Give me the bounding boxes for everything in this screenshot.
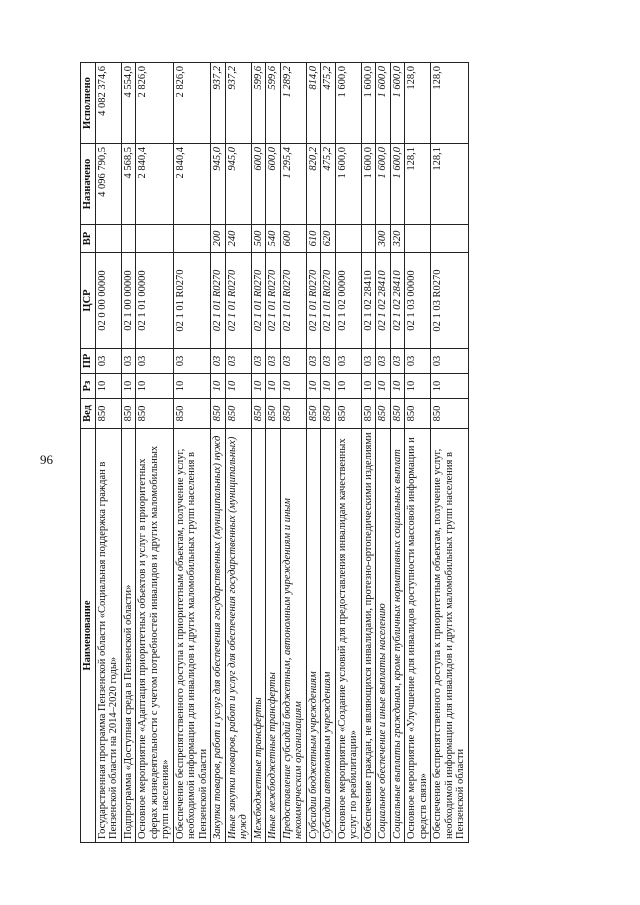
cell-executed: 1 600,0 — [361, 63, 376, 144]
cell-pr: 03 — [335, 349, 361, 374]
cell-name: Субсидии автономным учреждениям — [321, 429, 336, 843]
cell-rz: 10 — [251, 374, 266, 399]
cell-csr: 02 1 03 R0270 — [431, 253, 469, 349]
cell-pr: 03 — [266, 349, 281, 374]
cell-vr — [431, 225, 469, 253]
cell-executed: 2 826,0 — [136, 63, 174, 144]
cell-ved: 850 — [211, 399, 226, 429]
cell-vr: 320 — [390, 225, 405, 253]
cell-executed: 937,2 — [225, 63, 251, 144]
cell-csr: 02 1 00 00000 — [121, 253, 136, 349]
table-row — [280, 63, 306, 843]
cell-csr: 02 1 02 00000 — [335, 253, 361, 349]
cell-rz: 10 — [280, 374, 306, 399]
cell-pr: 03 — [251, 349, 266, 374]
cell-csr: 02 1 01 R0270 — [280, 253, 306, 349]
cell-csr: 02 1 01 R0270 — [251, 253, 266, 349]
table-row — [361, 63, 376, 843]
cell-rz: 10 — [121, 374, 136, 399]
cell-pr: 03 — [280, 349, 306, 374]
cell-name: Основное мероприятие «Улучшение для инвалидов доступности массовой информации и средств связи» — [405, 429, 431, 843]
cell-ved: 850 — [266, 399, 281, 429]
cell-name: Субсидии бюджетным учреждениям — [306, 429, 321, 843]
cell-rz: 10 — [405, 374, 431, 399]
cell-executed: 4 082 374,6 — [95, 63, 121, 144]
table-row — [211, 63, 226, 843]
cell-vr: 500 — [251, 225, 266, 253]
cell-name: Социальные выплаты гражданам, кроме публичных нормативных социальных выплат — [390, 429, 405, 843]
cell-executed: 128,0 — [405, 63, 431, 144]
cell-assigned: 945,0 — [225, 144, 251, 225]
cell-rz: 10 — [266, 374, 281, 399]
cell-csr: 02 1 01 R0270 — [211, 253, 226, 349]
cell-csr: 02 1 01 R0270 — [321, 253, 336, 349]
cell-ved: 850 — [335, 399, 361, 429]
cell-rz: 10 — [431, 374, 469, 399]
cell-assigned: 1 295,4 — [280, 144, 306, 225]
table-body — [95, 63, 468, 843]
cell-executed: 1 289,2 — [280, 63, 306, 144]
cell-pr: 03 — [361, 349, 376, 374]
cell-assigned: 4 096 790,5 — [95, 144, 121, 225]
cell-pr: 03 — [390, 349, 405, 374]
cell-executed: 1 600,0 — [376, 63, 391, 144]
cell-ved: 850 — [251, 399, 266, 429]
cell-executed: 1 600,0 — [390, 63, 405, 144]
budget-table — [80, 62, 469, 843]
table-row — [321, 63, 336, 843]
cell-rz: 10 — [361, 374, 376, 399]
cell-vr — [121, 225, 136, 253]
cell-ved: 850 — [405, 399, 431, 429]
cell-assigned: 1 600,0 — [376, 144, 391, 225]
table-row — [306, 63, 321, 843]
cell-pr: 03 — [225, 349, 251, 374]
cell-name: Предоставление субсидий бюджетным, автономным учреждениям и иным некоммерческим организациям — [280, 429, 306, 843]
cell-ved: 850 — [376, 399, 391, 429]
cell-rz: 10 — [335, 374, 361, 399]
cell-pr: 03 — [173, 349, 211, 374]
table-row — [95, 63, 121, 843]
table-row — [390, 63, 405, 843]
cell-executed: 128,0 — [431, 63, 469, 144]
cell-vr: 300 — [376, 225, 391, 253]
cell-assigned: 600,0 — [251, 144, 266, 225]
cell-ved: 850 — [225, 399, 251, 429]
cell-assigned: 820,2 — [306, 144, 321, 225]
cell-assigned: 2 840,4 — [173, 144, 211, 225]
cell-rz: 10 — [95, 374, 121, 399]
cell-pr: 03 — [121, 349, 136, 374]
cell-csr: 02 1 01 R0270 — [225, 253, 251, 349]
table-row — [431, 63, 469, 843]
cell-vr: 200 — [211, 225, 226, 253]
cell-pr: 03 — [136, 349, 174, 374]
cell-rz: 10 — [390, 374, 405, 399]
cell-csr: 02 1 02 28410 — [390, 253, 405, 349]
cell-assigned: 1 600,0 — [390, 144, 405, 225]
cell-csr: 02 1 01 R0270 — [306, 253, 321, 349]
cell-rz: 10 — [225, 374, 251, 399]
table-row — [376, 63, 391, 843]
cell-name: Межбюджетные трансферты — [251, 429, 266, 843]
cell-csr: 02 0 00 00000 — [95, 253, 121, 349]
cell-rz: 10 — [376, 374, 391, 399]
cell-ved: 850 — [121, 399, 136, 429]
cell-name: Обеспечение беспрепятственного доступа к приоритетным объектам, получение услуг, необходимой информации для инвалидов и других маломобильных групп населения в Пензенской области — [431, 429, 469, 843]
table-row — [335, 63, 361, 843]
cell-vr — [335, 225, 361, 253]
header-csr: ЦСР — [81, 253, 96, 349]
cell-assigned: 475,2 — [321, 144, 336, 225]
cell-assigned: 945,0 — [211, 144, 226, 225]
cell-vr: 610 — [306, 225, 321, 253]
table-row — [225, 63, 251, 843]
cell-assigned: 1 600,0 — [335, 144, 361, 225]
cell-executed: 475,2 — [321, 63, 336, 144]
cell-name: Иные межбюджетные трансферты — [266, 429, 281, 843]
cell-vr — [361, 225, 376, 253]
cell-ved: 850 — [390, 399, 405, 429]
table-row — [251, 63, 266, 843]
cell-assigned: 600,0 — [266, 144, 281, 225]
cell-name: Основное мероприятие «Создание условий для предоставления инвалидам качественных услуг по реабилитации» — [335, 429, 361, 843]
cell-ved: 850 — [173, 399, 211, 429]
cell-rz: 10 — [321, 374, 336, 399]
cell-assigned: 128,1 — [405, 144, 431, 225]
cell-assigned: 2 840,4 — [136, 144, 174, 225]
table-row — [121, 63, 136, 843]
cell-pr: 03 — [376, 349, 391, 374]
cell-vr: 620 — [321, 225, 336, 253]
table-row — [266, 63, 281, 843]
cell-csr: 02 1 01 R0270 — [173, 253, 211, 349]
page-number: 96 — [40, 452, 53, 467]
cell-assigned: 128,1 — [431, 144, 469, 225]
header-vr: ВР — [81, 225, 96, 253]
cell-name: Подпрограмма «Доступная среда в Пензенской области» — [121, 429, 136, 843]
cell-vr — [136, 225, 174, 253]
cell-name: Иные закупки товаров, работ и услуг для обеспечения государственных (муниципальных) нужд — [225, 429, 251, 843]
cell-executed: 814,0 — [306, 63, 321, 144]
cell-name: Обеспечение беспрепятственного доступа к приоритетным объектам, получение услуг, необходимой информации для инвалидов и других маломобильных групп населения в Пензенской области — [173, 429, 211, 843]
cell-executed: 599,6 — [251, 63, 266, 144]
cell-csr: 02 1 03 00000 — [405, 253, 431, 349]
cell-name: Закупка товаров, работ и услуг для обеспечения государственных (муниципальных) нужд — [211, 429, 226, 843]
cell-name: Обеспечение граждан, не являющихся инвалидами, протезно-ортопедическими изделиями — [361, 429, 376, 843]
cell-ved: 850 — [280, 399, 306, 429]
cell-vr — [173, 225, 211, 253]
header-ved: Вед — [81, 399, 96, 429]
cell-ved: 850 — [136, 399, 174, 429]
cell-ved: 850 — [361, 399, 376, 429]
header-rz: Рз — [81, 374, 96, 399]
cell-pr: 03 — [405, 349, 431, 374]
cell-name: Государственная программа Пензенской области «Социальная поддержка граждан в Пензенской области на 2014–2020 годы» — [95, 429, 121, 843]
cell-csr: 02 1 02 28410 — [361, 253, 376, 349]
header-assigned: Назначено — [81, 144, 96, 225]
cell-rz: 10 — [211, 374, 226, 399]
cell-vr — [405, 225, 431, 253]
cell-rz: 10 — [306, 374, 321, 399]
cell-pr: 03 — [95, 349, 121, 374]
cell-pr: 03 — [211, 349, 226, 374]
cell-ved: 850 — [321, 399, 336, 429]
table-row — [136, 63, 174, 843]
cell-name: Социальное обеспечение и иные выплаты населению — [376, 429, 391, 843]
table-row — [405, 63, 431, 843]
cell-vr: 600 — [280, 225, 306, 253]
cell-vr — [95, 225, 121, 253]
cell-pr: 03 — [306, 349, 321, 374]
cell-executed: 2 826,0 — [173, 63, 211, 144]
cell-executed: 4 554,0 — [121, 63, 136, 144]
cell-pr: 03 — [431, 349, 469, 374]
cell-pr: 03 — [321, 349, 336, 374]
cell-vr: 540 — [266, 225, 281, 253]
header-name: Наименование — [81, 429, 96, 843]
cell-assigned: 1 600,0 — [361, 144, 376, 225]
header-executed: Исполнено — [81, 63, 96, 144]
cell-ved: 850 — [95, 399, 121, 429]
cell-csr: 02 1 01 00000 — [136, 253, 174, 349]
table-row — [173, 63, 211, 843]
header-pr: ПР — [81, 349, 96, 374]
table-header-row — [81, 63, 96, 843]
cell-executed: 1 600,0 — [335, 63, 361, 144]
cell-rz: 10 — [173, 374, 211, 399]
cell-ved: 850 — [431, 399, 469, 429]
cell-executed: 937,2 — [211, 63, 226, 144]
cell-assigned: 4 568,5 — [121, 144, 136, 225]
cell-ved: 850 — [306, 399, 321, 429]
rotated-page-content — [80, 63, 620, 843]
cell-name: Основное мероприятие «Адаптация приоритетных объектов и услуг в приоритетных сферах жизнедеятельности с учетом потребностей инвалидов и других маломобильных групп населения» — [136, 429, 174, 843]
cell-executed: 599,6 — [266, 63, 281, 144]
cell-vr: 240 — [225, 225, 251, 253]
cell-csr: 02 1 02 28410 — [376, 253, 391, 349]
cell-csr: 02 1 01 R0270 — [266, 253, 281, 349]
cell-rz: 10 — [136, 374, 174, 399]
